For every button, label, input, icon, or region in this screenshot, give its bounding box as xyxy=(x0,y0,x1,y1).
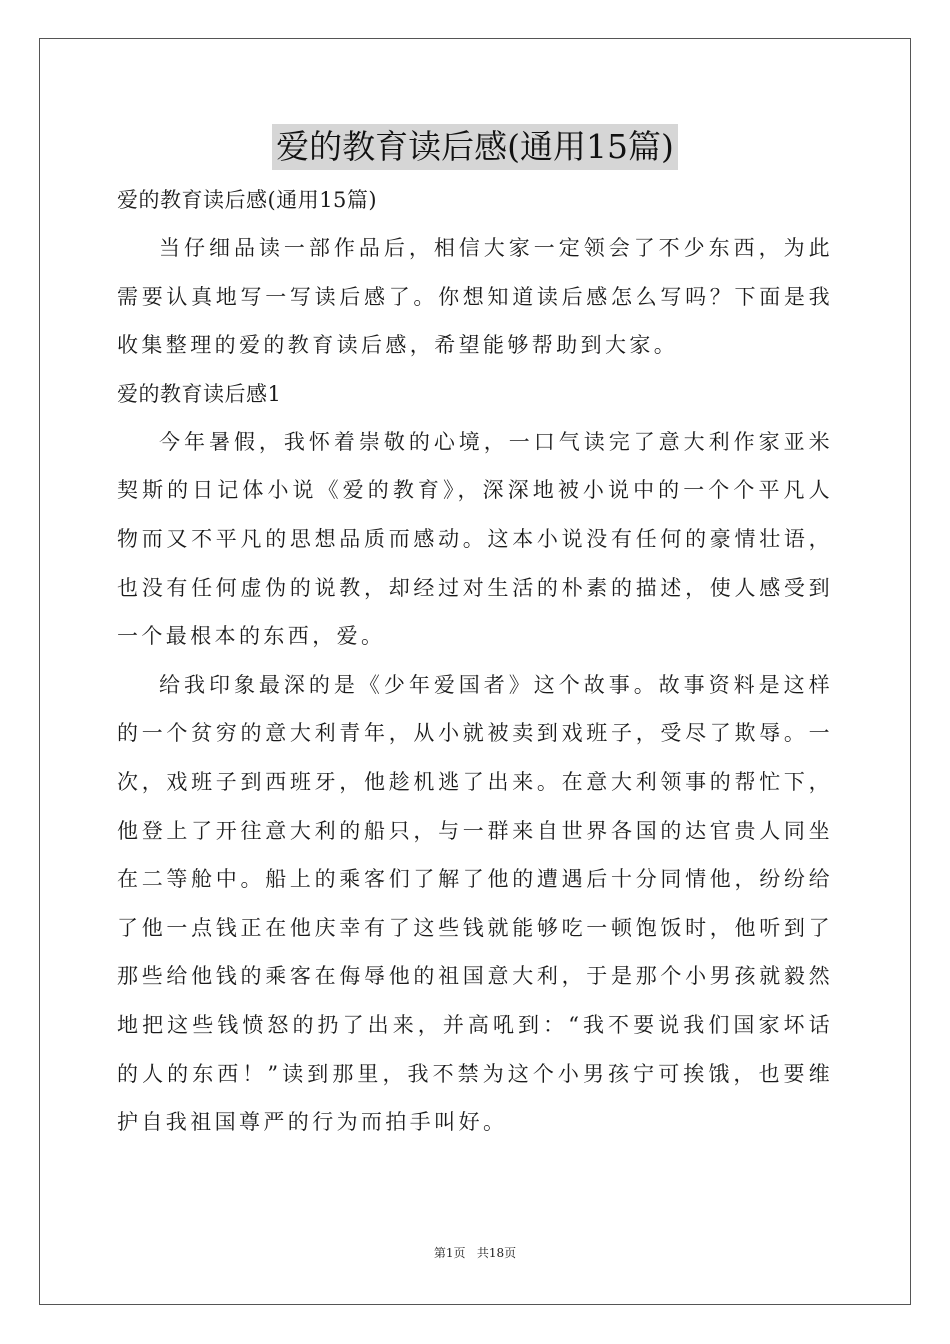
document-title: 爱的教育读后感(通用15篇) xyxy=(272,124,678,170)
body-paragraph: 给我印象最深的是《少年爱国者》这个故事。故事资料是这样的一个贫穷的意大利青年，从小就被卖到戏班子，受尽了欺辱。一次，戏班子到西班牙，他趁机逃了出来。在意大利领事的帮忙下，他登上了开往意大利的船只，与一群来自世界各国的达官贵人同坐在二等舱中。船上的乘客们了解了他的遭遇后十分同情他，纷纷给了他一点钱正在他庆幸有了这些钱就能够吃一顿饱饭时，他听到了那些给他钱的乘客在侮辱他的祖国意大利，于是那个小男孩就毅然地把这些钱愤怒的扔了出来，并高吼到：“我不要说我们国家坏话的人的东西！”读到那里，我不禁为这个小男孩宁可挨饿，也要维护自我祖国尊严的行为而拍手叫好。 xyxy=(117,672,833,1135)
page-footer: 第1页 共18页 xyxy=(433,1246,517,1260)
intro-paragraph: 当仔细品读一部作品后，相信大家一定领会了不少东西，为此需要认真地写一写读后感了。你想知道读后感怎么写吗？下面是我收集整理的爱的教育读后感，希望能够帮助到大家。 xyxy=(117,236,833,358)
title-container xyxy=(0,124,950,170)
section-heading: 爱的教育读后感1 xyxy=(117,381,282,406)
document-subtitle: 爱的教育读后感(通用15篇) xyxy=(117,188,378,212)
body-paragraph: 今年暑假，我怀着崇敬的心境，一口气读完了意大利作家亚米契斯的日记体小说《爱的教育》，深深地被小说中的一个个平凡人物而又不平凡的思想品质而感动。这本小说没有任何的豪情壮语，也没有任何虚伪的说教，却经过对生活的朴素的描述，使人感受到一个最根本的东西，爱。 xyxy=(117,429,833,649)
document-body xyxy=(117,176,833,1147)
